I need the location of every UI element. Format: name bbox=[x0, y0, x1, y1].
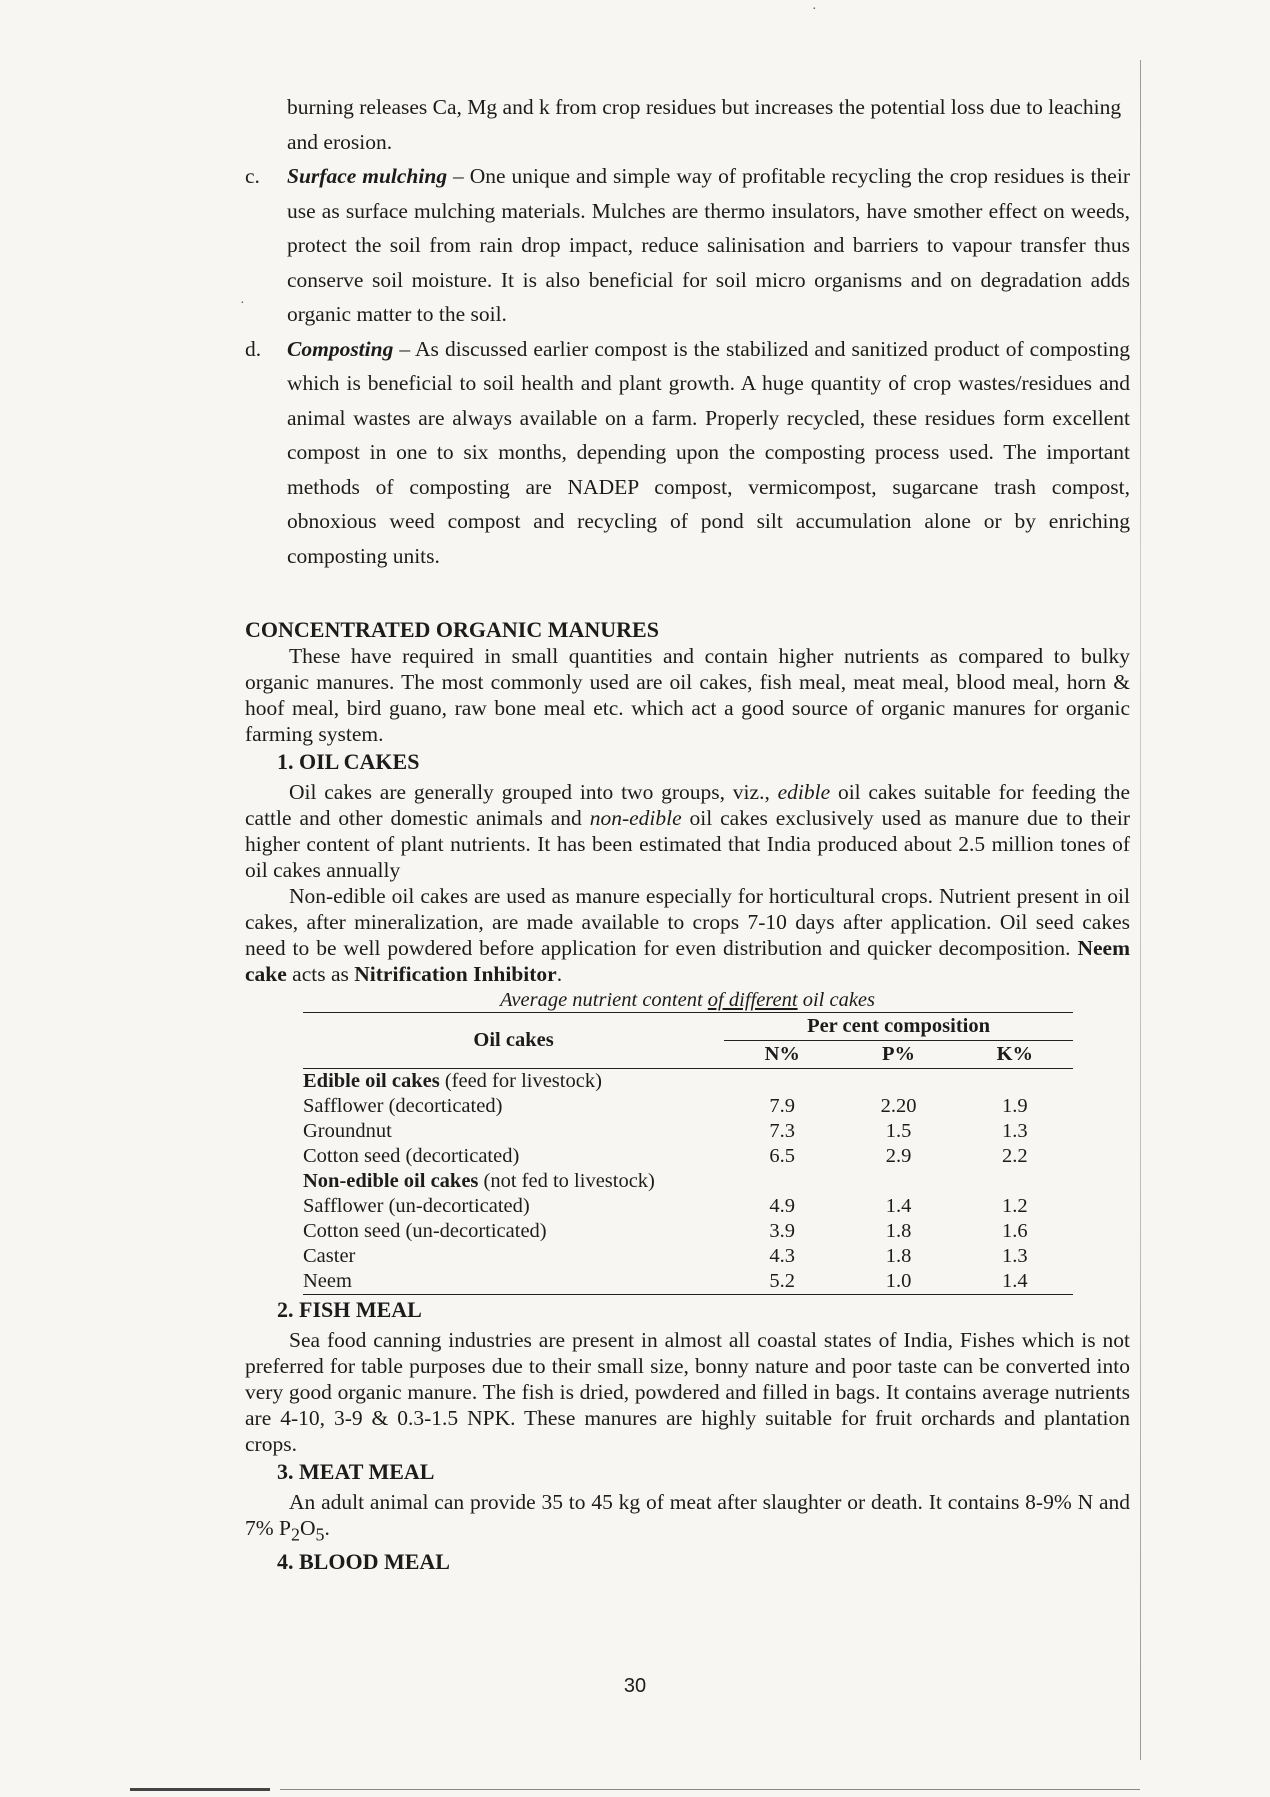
table-cell-p: 1.8 bbox=[885, 1220, 912, 1242]
page-number: 30 bbox=[623, 1675, 647, 1697]
column-header-oil-cakes: Oil cakes bbox=[473, 1029, 554, 1051]
table-cell-p: 1.0 bbox=[885, 1270, 912, 1292]
list-text: – One unique and simple way of profitable recycling the crop residues is their use as surface mulching materials. Mulches are thermo insulators, have smother effect on weeds, protect the soil from rain drop impact, reduce salinisation and barriers to vapour transfer thus conserve soil moisture. It is also beneficial for soil micro organisms and on degradation adds organic matter to the soil. bbox=[287, 164, 1130, 326]
subsection-heading-blood-meal: 4. BLOOD MEAL bbox=[277, 1549, 450, 1575]
table-row bbox=[303, 1144, 1073, 1169]
table-cell-name: Groundnut bbox=[303, 1120, 392, 1142]
scan-dot: · bbox=[240, 296, 245, 311]
subsection-heading-oil-cakes: 1. OIL CAKES bbox=[277, 749, 420, 774]
nutrient-table bbox=[303, 1012, 1073, 1295]
table-cell-k: 1.9 bbox=[1002, 1095, 1028, 1117]
table-cell-p: 1.4 bbox=[885, 1195, 912, 1217]
continued-text: burning releases Ca, Mg and k from crop residues but increases the potential loss due to leaching and erosion. bbox=[287, 95, 1122, 154]
page-edge-right bbox=[1140, 60, 1141, 1760]
list-term: Surface mulching bbox=[287, 164, 448, 188]
table-cell-p: 1.8 bbox=[885, 1245, 912, 1267]
column-header-p: P% bbox=[882, 1043, 916, 1065]
list-letter: d. bbox=[245, 336, 262, 361]
oil-cakes-paragraph-2: Non-edible oil cakes are used as manure especially for horticultural crops. Nutrient present in oil cakes, after mineralization, are made available to crops 7-10 days after application. Oil seed cakes need to be well powdered before application for even distribution and quicker decomposition. Neem cake acts as Nitrification Inhibitor. bbox=[245, 884, 1130, 986]
table-group-title: Edible oil cakes (feed for livestock) bbox=[303, 1070, 602, 1092]
table-cell-p: 1.5 bbox=[885, 1120, 912, 1142]
table-cell-p: 2.20 bbox=[880, 1095, 917, 1117]
table-cell-name: Neem bbox=[303, 1270, 352, 1292]
table-cell-k: 1.3 bbox=[1002, 1245, 1028, 1267]
list-letter: c. bbox=[245, 164, 260, 188]
subsection-heading-fish-meal: 2. FISH MEAL bbox=[277, 1297, 422, 1322]
section-intro: These have required in small quantities and contain higher nutrients as compared to bulky organic manures. The most commonly used are oil cakes, fish meal, meat meal, blood meal, horn & hoof meal, bird guano, raw bone meal etc. which act a good source of organic manures for organic farming system. bbox=[245, 644, 1130, 746]
table-cell-k: 1.6 bbox=[1002, 1220, 1028, 1242]
list-item-composting bbox=[245, 332, 1130, 574]
table-cell-n: 7.9 bbox=[769, 1095, 796, 1117]
residue-methods-list bbox=[245, 159, 1130, 573]
column-header-k: K% bbox=[996, 1043, 1034, 1065]
oil-cakes-paragraph-1: Oil cakes are generally grouped into two groups, viz., edible oil cakes suitable for feeding the cattle and other domestic animals and non-edible oil cakes exclusively used as manure due to their higher content of plant nutrients. It has been estimated that India produced about 2.5 million tones of oil cakes annually bbox=[245, 780, 1131, 882]
table-cell-name: Cotton seed (un-decorticated) bbox=[303, 1220, 547, 1242]
table-cell-k: 2.2 bbox=[1002, 1145, 1028, 1167]
page-edge-bottom-line bbox=[280, 1789, 1140, 1790]
column-header-percent: Per cent composition bbox=[724, 1013, 1073, 1041]
table-cell-name: Cotton seed (decorticated) bbox=[303, 1145, 520, 1167]
table-row bbox=[303, 1269, 1073, 1295]
table-cell-n: 5.2 bbox=[769, 1270, 796, 1292]
table-row bbox=[303, 1094, 1073, 1119]
page-content bbox=[245, 90, 1130, 1579]
table-cell-p: 2.9 bbox=[885, 1145, 912, 1167]
list-text: – As discussed earlier compost is the stabilized and sanitized product of composting which is beneficial to soil health and plant growth. A huge quantity of crop wastes/residues and animal wastes are always available on a farm. Properly recycled, these residues form excellent compost in one to six months, depending upon the composting process used. The important methods of composting are NADEP compost, vermicompost, sugarcane trash compost, obnoxious weed compost and recycling of pond silt accumulation alone or by enriching composting units. bbox=[287, 336, 1130, 568]
table-cell-k: 1.2 bbox=[1002, 1195, 1028, 1217]
table-cell-k: 1.3 bbox=[1002, 1120, 1028, 1142]
table-cell-n: 4.3 bbox=[769, 1245, 796, 1267]
table-cell-n: 7.3 bbox=[769, 1120, 796, 1142]
column-header-n: N% bbox=[764, 1043, 800, 1065]
table-cell-n: 6.5 bbox=[769, 1145, 796, 1167]
subsection-heading-meat-meal: 3. MEAT MEAL bbox=[277, 1459, 435, 1484]
fish-meal-paragraph: Sea food canning industries are present in almost all coastal states of India, Fishes which is not preferred for table purposes due to their small size, bonny nature and poor taste can be converted into very good organic manure. The fish is dried, powdered and filled in bags. It contains average nutrients are 4-10, 3-9 & 0.3-1.5 NPK. These manures are highly suitable for fruit orchards and plantation crops. bbox=[245, 1328, 1130, 1456]
table-group-row bbox=[303, 1069, 1073, 1095]
table-cell-n: 4.9 bbox=[769, 1195, 796, 1217]
table-row bbox=[303, 1219, 1073, 1244]
table-row bbox=[303, 1244, 1073, 1269]
table-group-row bbox=[303, 1169, 1073, 1194]
section-heading: CONCENTRATED ORGANIC MANURES bbox=[245, 617, 659, 642]
table-cell-k: 1.4 bbox=[1002, 1270, 1028, 1292]
table-cell-name: Caster bbox=[303, 1245, 356, 1267]
table-group-title: Non-edible oil cakes (not fed to livestock) bbox=[303, 1170, 655, 1192]
table-row bbox=[303, 1194, 1073, 1219]
meat-meal-paragraph: An adult animal can provide 35 to 45 kg of meat after slaughter or death. It contains 8-9% N and 7% $P_2O_5$. bbox=[245, 1490, 1130, 1545]
table-cell-name: Safflower (decorticated) bbox=[303, 1095, 503, 1117]
table-cell-name: Safflower (un-decorticated) bbox=[303, 1195, 530, 1217]
list-item-surface-mulching bbox=[245, 159, 1130, 332]
table-row bbox=[303, 1119, 1073, 1144]
table-caption: Average nutrient content of different oil cakes bbox=[500, 989, 875, 1011]
page-edge-bottom bbox=[130, 1788, 270, 1791]
scan-dot: · bbox=[812, 2, 817, 17]
table-cell-n: 3.9 bbox=[769, 1220, 796, 1242]
list-term: Composting bbox=[287, 336, 394, 361]
